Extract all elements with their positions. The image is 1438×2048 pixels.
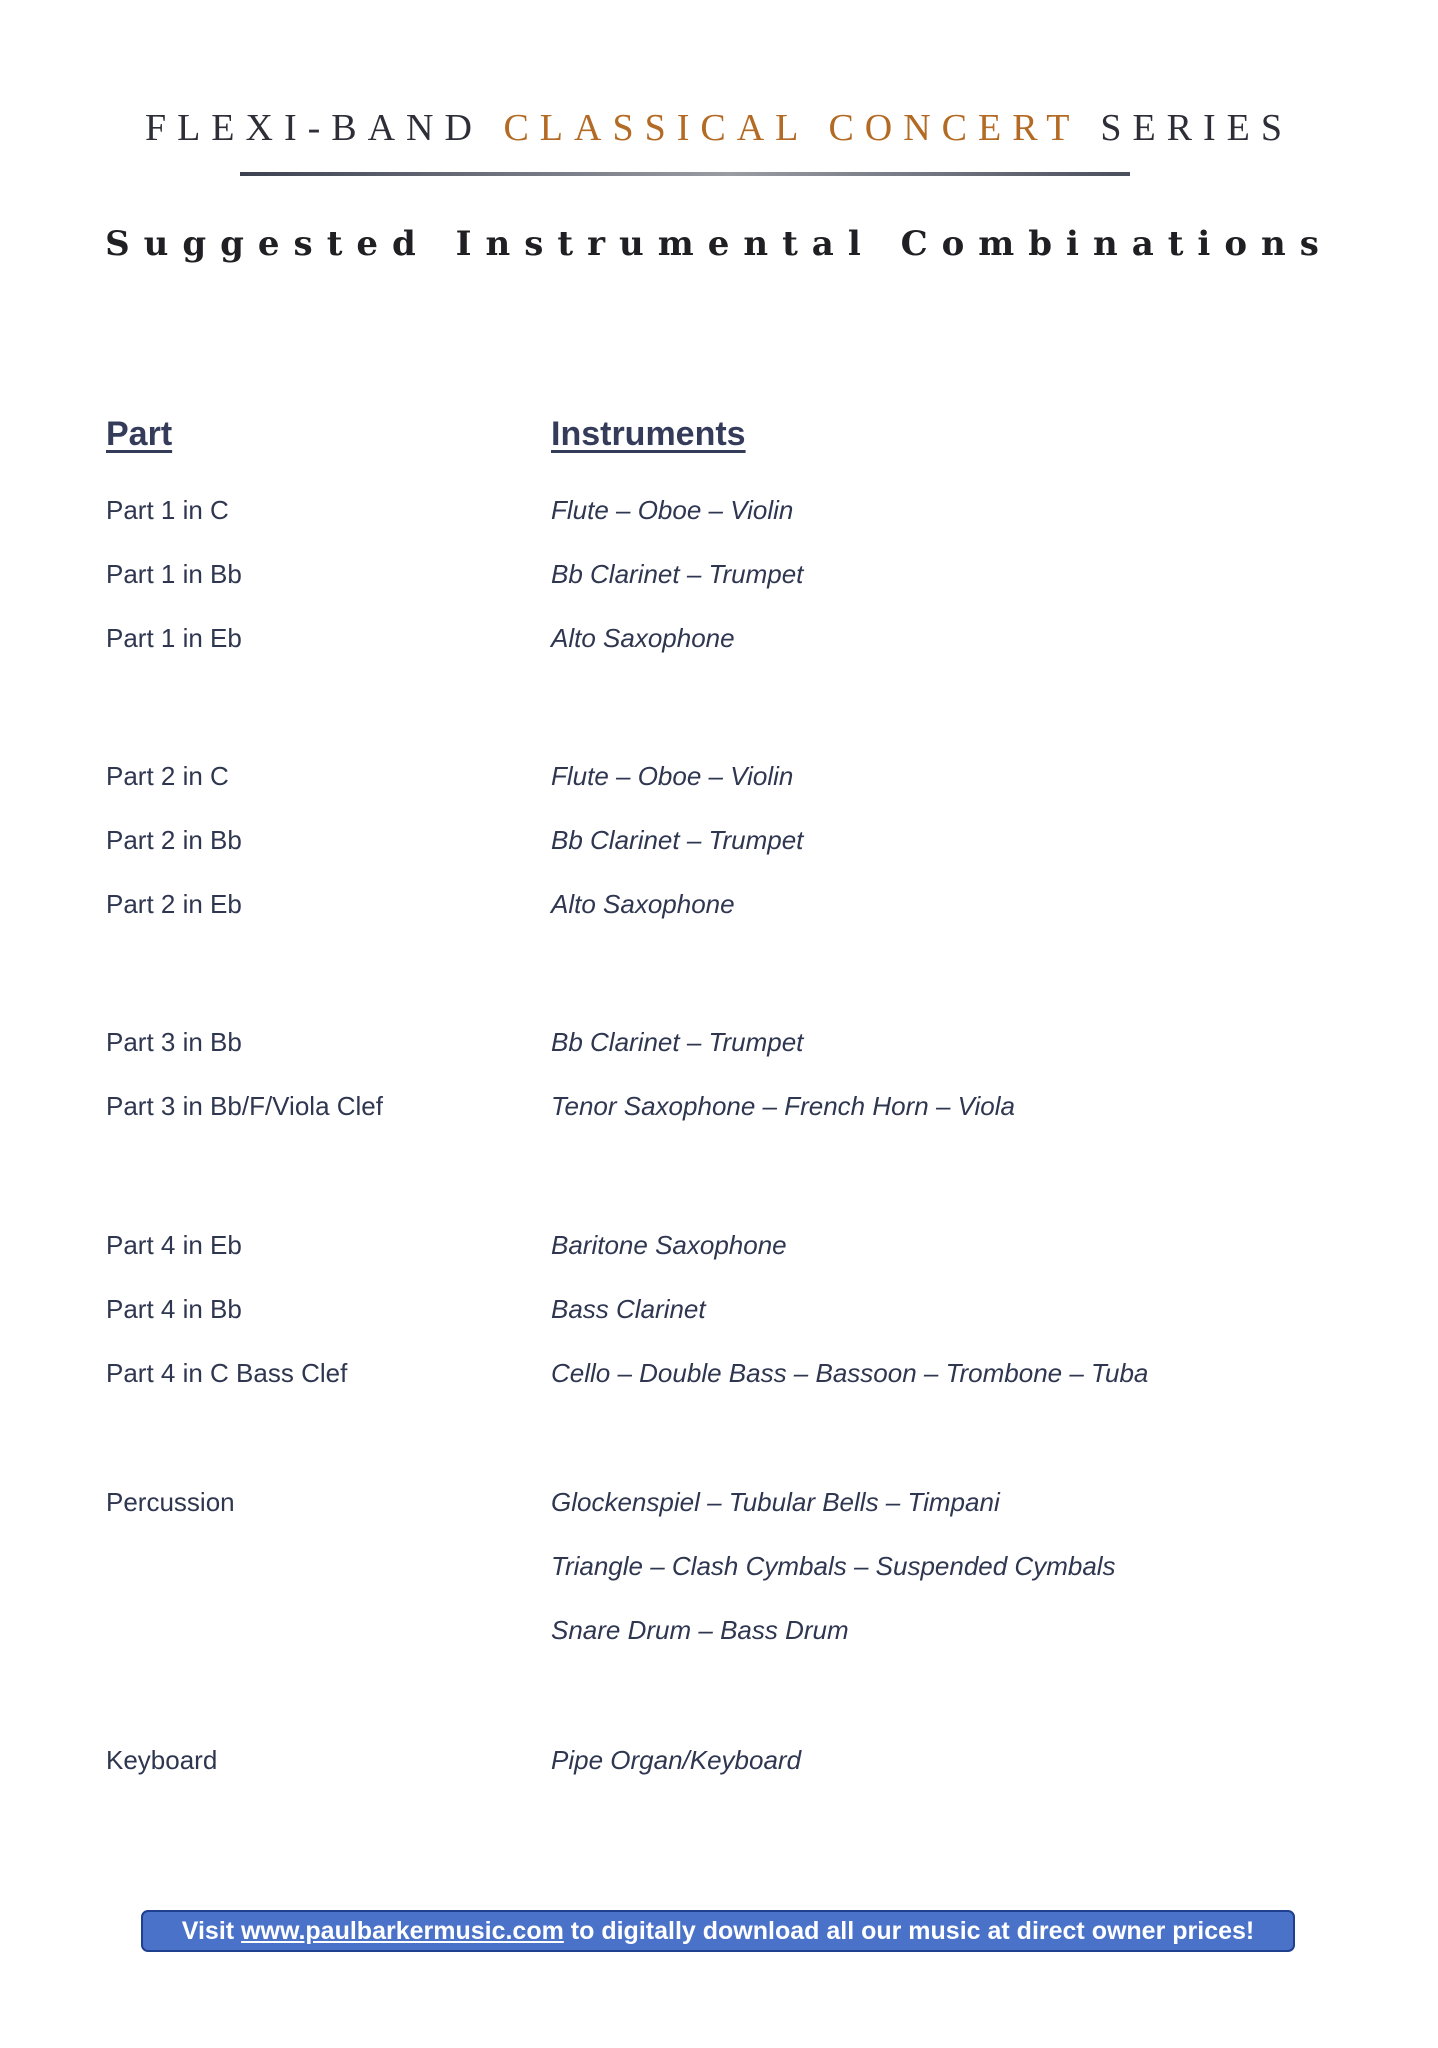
page-subtitle: Suggested Instrumental Combinations: [105, 224, 1333, 264]
row-part-label: Part 1 in Bb: [106, 559, 242, 589]
footer-prefix: Visit: [181, 1917, 235, 1945]
row-part-label: Part 4 in C Bass Clef: [106, 1358, 348, 1388]
series-suffix: SERIES: [1100, 107, 1294, 149]
row-instruments: Flute – Oboe – Violin: [551, 761, 794, 791]
part-column-heading: Part: [106, 415, 173, 453]
row-part-label: Part 3 in Bb/F/Viola Clef: [106, 1091, 383, 1121]
row-instruments: Alto Saxophone: [551, 623, 735, 653]
row-instruments: Alto Saxophone: [551, 889, 735, 919]
row-part-label: Part 3 in Bb: [106, 1027, 242, 1057]
row-instruments: Baritone Saxophone: [551, 1230, 787, 1260]
series-title: [0, 104, 1438, 152]
row-instruments: Tenor Saxophone – French Horn – Viola: [551, 1091, 1015, 1121]
row-part-label: Percussion: [106, 1487, 235, 1517]
row-part-label: Part 2 in C: [106, 761, 229, 791]
instruments-column-heading: Instruments: [551, 415, 746, 453]
row-instruments: Glockenspiel – Tubular Bells – Timpani: [551, 1487, 1000, 1517]
row-instruments: Bb Clarinet – Trumpet: [551, 825, 804, 855]
row-part-label: Part 4 in Eb: [106, 1230, 242, 1260]
series-accent: CLASSICAL CONCERT: [503, 107, 1080, 149]
row-part-label: Part 2 in Bb: [106, 825, 242, 855]
row-part-label: Part 2 in Eb: [106, 889, 242, 919]
row-instruments: Flute – Oboe – Violin: [551, 495, 794, 525]
row-instruments: Cello – Double Bass – Bassoon – Trombone – Tuba: [551, 1358, 1149, 1388]
footer-suffix: to digitally download all our music at direct owner prices!: [570, 1917, 1255, 1945]
row-part-label: Part 4 in Bb: [106, 1294, 242, 1324]
row-part-label: Keyboard: [106, 1745, 218, 1775]
website-link[interactable]: www.paulbarkermusic.com: [241, 1917, 564, 1945]
row-part-label: Part 1 in Eb: [106, 623, 242, 653]
row-instruments: Snare Drum – Bass Drum: [551, 1615, 849, 1645]
row-instruments: Bass Clarinet: [551, 1294, 706, 1324]
footer-banner: [141, 1910, 1295, 1952]
row-instruments: Bb Clarinet – Trumpet: [551, 559, 804, 589]
row-instruments: Pipe Organ/Keyboard: [551, 1745, 802, 1775]
row-instruments: Bb Clarinet – Trumpet: [551, 1027, 804, 1057]
row-instruments: Triangle – Clash Cymbals – Suspended Cymbals: [551, 1551, 1116, 1581]
row-part-label: Part 1 in C: [106, 495, 229, 525]
series-prefix: FLEXI-BAND: [144, 107, 483, 149]
title-divider: [240, 172, 1130, 176]
